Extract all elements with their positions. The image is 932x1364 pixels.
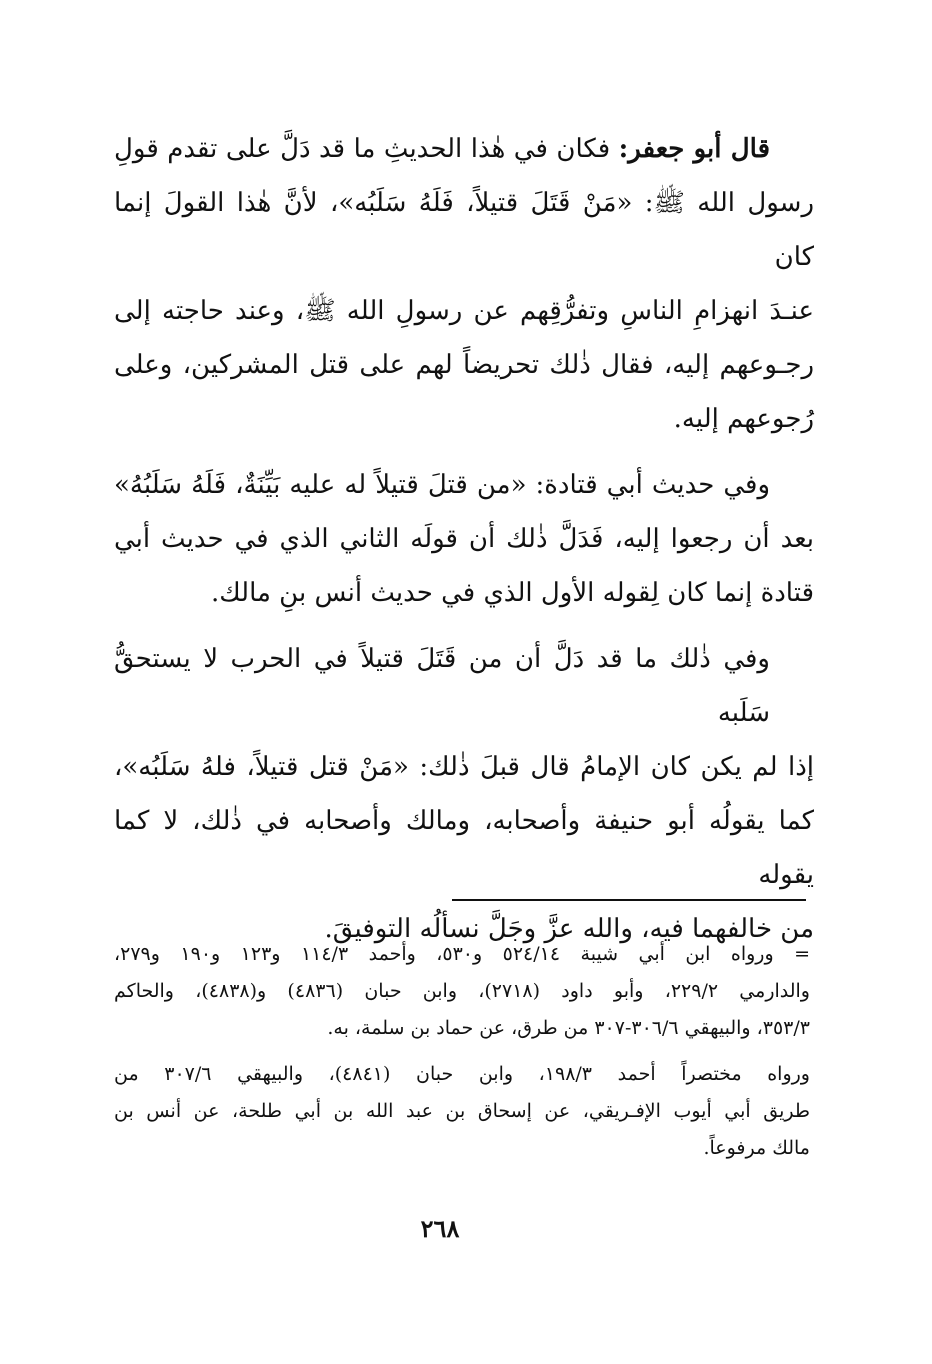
- paragraph-1: [114, 122, 814, 446]
- footnote-line: طريق أبي أيوب الإفـريقي، عن إسحاق بن عبد الله بن أبي طلحة، عن أنس بن: [114, 1100, 810, 1122]
- footnote-line: = ورواه ابن أبي شيبة ٥٢٤/١٤ و٥٣٠، وأحمد ١١٤/٣ و١٢٣ و١٩٠ و٢٧٩،: [114, 943, 811, 965]
- text-line: رسول الله ﷺ: «مَنْ قَتَلَ قتيلاً، فَلَهُ سَلَبُه»، لأنَّ هٰذا القولَ إنما كان: [114, 188, 814, 272]
- footnote-separator: [452, 899, 806, 901]
- page-number: ٢٦٨: [420, 1214, 460, 1243]
- paragraph-2: [114, 458, 814, 620]
- footnote-line: مالك مرفوعاً.: [703, 1137, 810, 1159]
- text-line: بعد أن رجعوا إليه، فَدَلَّ ذٰلك أن قولَه الثاني الذي في حديث أبي: [114, 524, 814, 554]
- text-line: قال أبو جعفر: فكان في هٰذا الحديثِ ما قد دَلَّ على تقدم قولِ: [114, 134, 771, 164]
- text-line: من خالفهما فيه، والله عزَّ وجَلَّ نسألُه التوفيقَ.: [324, 914, 814, 944]
- footnote-line: والدارمي ٢٢٩/٢، وأبو داود (٢٧١٨)، وابن حبان (٤٨٣٦) و(٤٨٣٨)، والحاكم: [114, 980, 810, 1002]
- main-text: [114, 122, 814, 968]
- text-line: رُجوعهم إليه.: [673, 404, 814, 434]
- text-line: إذا لم يكن كان الإمامُ قال قبلَ ذٰلك: «مَنْ قتل قتيلاً، فلهُ سَلَبُه»،: [114, 752, 814, 782]
- footnote-line: ٣٥٣/٣، والبيهقي ٣٠٦/٦-٣٠٧ من طرق، عن حماد بن سلمة، به.: [327, 1017, 810, 1039]
- text-line: كما يقولُه أبو حنيفة وأصحابه، ومالك وأصحابه في ذٰلك، لا كما يقوله: [114, 806, 814, 890]
- text-line: رجـوعهم إليه، فقال ذٰلك تحريضاً لهم على قتل المشركين، وعلى: [114, 350, 814, 380]
- text-line: عنـدَ انهزامِ الناسِ وتفرُّقِهم عن رسولِ الله ﷺ، وعند حاجته إلى: [114, 296, 814, 326]
- text-line: وفي ذٰلك ما قد دَلَّ أن من قَتَلَ قتيلاً في الحرب لا يستحقُّ سَلَبه: [114, 644, 770, 728]
- speaker-lead: قال أبو جعفر:: [618, 134, 771, 164]
- text-line: وفي حديث أبي قتادة: «من قتلَ قتيلاً له عليه بَيِّنَةٌ، فَلَهُ سَلَبُهُ»: [114, 470, 770, 500]
- paragraph-3: [114, 632, 814, 956]
- text-line: قتادة إنما كان لِقوله الأول الذي في حديث أنس بنِ مالك.: [210, 578, 814, 608]
- footnote-line: ورواه مختصراً أحمد ١٩٨/٣، وابن حبان (٤٨٤١)، والبيهقي ٣٠٧/٦ من: [114, 1063, 810, 1085]
- footnotes: [114, 936, 810, 1176]
- footnote-paragraph: [114, 1056, 810, 1167]
- footnote-paragraph: [114, 936, 810, 1047]
